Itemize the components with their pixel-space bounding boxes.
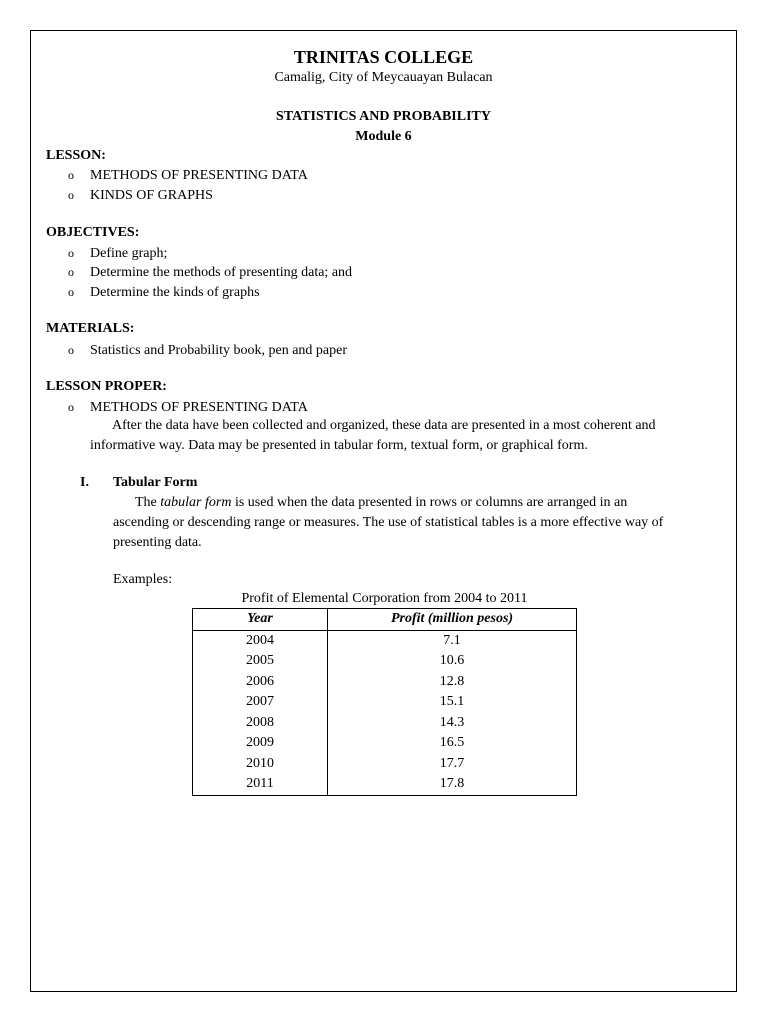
college-address: Camalig, City of Meycauayan Bulacan [274, 70, 493, 85]
lesson-proper-paragraph-line [90, 416, 715, 436]
section-numeral: I. [80, 475, 89, 490]
lesson-heading: LESSON: [46, 148, 106, 163]
year-cell: 2009 [193, 733, 328, 754]
profit-cell: 14.3 [439, 714, 465, 730]
lesson-proper-paragraph-line [90, 436, 715, 456]
table-row [193, 713, 577, 734]
table-row [193, 630, 577, 651]
year-cell: 2008 [193, 713, 328, 734]
bullet-icon: o [68, 246, 74, 260]
bullet-icon: o [68, 400, 74, 414]
paragraph-text: The [135, 495, 161, 510]
profit-cell: 15.1 [439, 694, 465, 710]
bullet-icon: o [68, 265, 74, 279]
profit-cell: 17.8 [439, 776, 465, 792]
tabular-paragraph-line [113, 493, 715, 513]
table-row [193, 692, 577, 713]
lesson-item-text: METHODS OF PRESENTING DATA [90, 168, 308, 183]
tabular-form-heading [80, 473, 197, 493]
year-cell: 2005 [193, 651, 328, 672]
year-cell: 2004 [193, 630, 328, 651]
paragraph-text: informative way. Data may be presented in tabular form, textual form, or graphical form. [90, 438, 588, 453]
lesson-item [68, 185, 213, 206]
profit-cell: 16.5 [439, 735, 465, 751]
lesson-proper-heading: LESSON PROPER: [46, 379, 167, 394]
year-cell: 2006 [193, 672, 328, 693]
column-header-profit: Profit (million pesos) [328, 609, 577, 631]
paragraph-emphasis: tabular form [160, 495, 232, 510]
table-caption: Profit of Elemental Corporation from 2004 to 2011 [241, 591, 528, 606]
subject-title: STATISTICS AND PROBABILITY [276, 109, 491, 124]
objective-item [68, 262, 352, 283]
objective-item-text: Define graph; [90, 246, 168, 261]
lesson-item-text: KINDS OF GRAPHS [90, 188, 213, 203]
year-cell: 2011 [193, 774, 328, 795]
paragraph-text: presenting data. [113, 535, 202, 550]
column-header-year: Year [193, 609, 328, 631]
year-cell: 2007 [193, 692, 328, 713]
bullet-icon: o [68, 188, 74, 202]
tabular-paragraph-line [113, 513, 715, 533]
paragraph-text: After the data have been collected and organized, these data are presented in a most coherent and [112, 418, 656, 433]
materials-item-text: Statistics and Probability book, pen and paper [90, 343, 348, 358]
profit-cell: 12.8 [439, 673, 465, 689]
table-row [193, 672, 577, 693]
tabular-paragraph-line [113, 533, 715, 553]
table-row [193, 754, 577, 775]
materials-item [68, 340, 347, 361]
objective-item [68, 282, 260, 303]
objective-item-text: Determine the kinds of graphs [90, 285, 260, 300]
college-title: TRINITAS COLLEGE [293, 47, 474, 67]
materials-heading: MATERIALS: [46, 321, 135, 336]
section-title: Tabular Form [113, 475, 198, 490]
year-cell: 2010 [193, 754, 328, 775]
lesson-proper-item [68, 397, 308, 418]
lesson-item [68, 165, 308, 186]
objectives-heading: OBJECTIVES: [46, 225, 140, 240]
lesson-proper-item-text: METHODS OF PRESENTING DATA [90, 400, 308, 415]
examples-label: Examples: [113, 572, 173, 587]
profit-cell: 10.6 [439, 653, 465, 669]
objective-item-text: Determine the methods of presenting data; and [90, 265, 353, 280]
table-row [193, 651, 577, 672]
table-row [193, 774, 577, 795]
table-header-row [193, 609, 577, 631]
profit-cell: 7.1 [443, 632, 461, 648]
module-title: Module 6 [355, 129, 412, 144]
profit-table [192, 608, 577, 796]
table-row [193, 733, 577, 754]
profit-cell: 17.7 [439, 755, 465, 771]
paragraph-text: is used when the data presented in rows or columns are arranged in an [231, 495, 628, 510]
objective-item [68, 243, 167, 264]
bullet-icon: o [68, 168, 74, 182]
paragraph-text: ascending or descending range or measures. The use of statistical tables is a more effective way of [113, 515, 664, 530]
bullet-icon: o [68, 285, 74, 299]
bullet-icon: o [68, 343, 74, 357]
